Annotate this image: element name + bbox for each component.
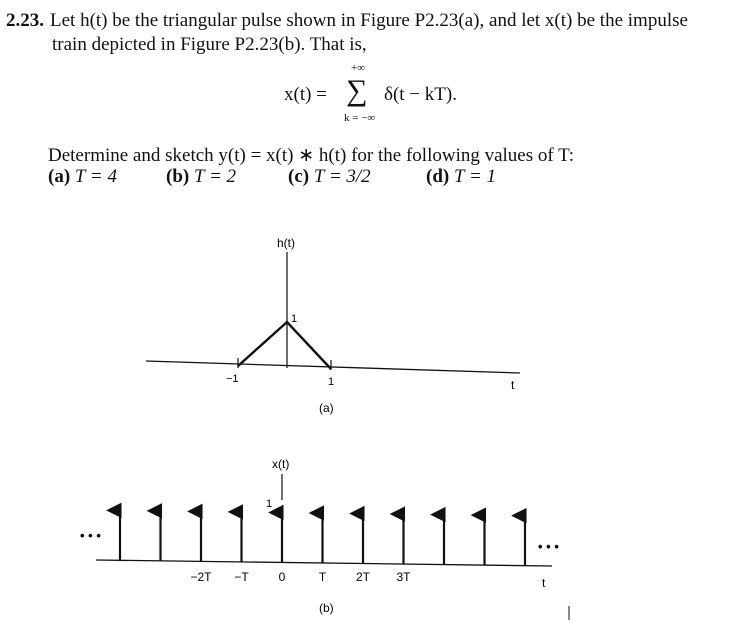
h-ylabel: h(t) xyxy=(277,236,295,250)
case-b: (b) T = 2 xyxy=(166,166,237,187)
summation-symbol: ∑ xyxy=(346,74,368,107)
case-a: (a) T = 4 xyxy=(48,166,117,187)
problem-text-1: Let h(t) be the triangular pulse shown in Figure P2.23(a), and let x(t) be the impulse xyxy=(50,10,688,31)
x-ylabel: x(t) xyxy=(272,457,290,471)
case-d: (d) T = 1 xyxy=(426,166,497,187)
problem-number: 2.23. xyxy=(6,10,44,31)
x-tick-label: −2T xyxy=(190,570,212,584)
h-tick-label-right: 1 xyxy=(328,376,335,388)
problem-line-2: train depicted in Figure P2.23(b). That is, xyxy=(52,34,367,55)
x-tick-label: 3T xyxy=(396,570,411,584)
h-axis-horizontal xyxy=(146,361,520,373)
h-peak-label: 1 xyxy=(291,313,298,325)
triangular-pulse xyxy=(238,322,331,369)
equation-rhs: δ(t − kT). xyxy=(384,84,457,105)
h-xlabel: t xyxy=(511,378,515,392)
figure-b-caption: (b) xyxy=(319,601,334,615)
sum-lower-limit: k = −∞ xyxy=(344,112,376,124)
x-tick-label: T xyxy=(318,570,327,584)
sum-upper-limit: +∞ xyxy=(351,62,366,74)
impulse-height-label: 1 xyxy=(266,498,273,510)
x-tick-label: −T xyxy=(234,570,249,584)
figure-b xyxy=(80,457,559,615)
x-tick-labels xyxy=(190,570,411,584)
ellipsis-right: • • • xyxy=(538,539,559,554)
h-tick-label-left: −1 xyxy=(226,373,239,385)
figure-a xyxy=(146,236,520,415)
x-tick-label: 2T xyxy=(355,570,371,584)
x-tick-label: 0 xyxy=(278,570,286,584)
ellipsis-left: • • • xyxy=(80,528,101,543)
equation-lhs: x(t) = xyxy=(284,84,327,105)
determine-text: Determine and sketch y(t) = x(t) ∗ h(t) for the following values of T: xyxy=(48,145,575,166)
case-c: (c) T = 3/2 xyxy=(288,166,371,187)
figure-a-caption: (a) xyxy=(319,401,334,415)
impulse-train xyxy=(120,510,525,565)
x-xlabel: t xyxy=(542,576,546,590)
